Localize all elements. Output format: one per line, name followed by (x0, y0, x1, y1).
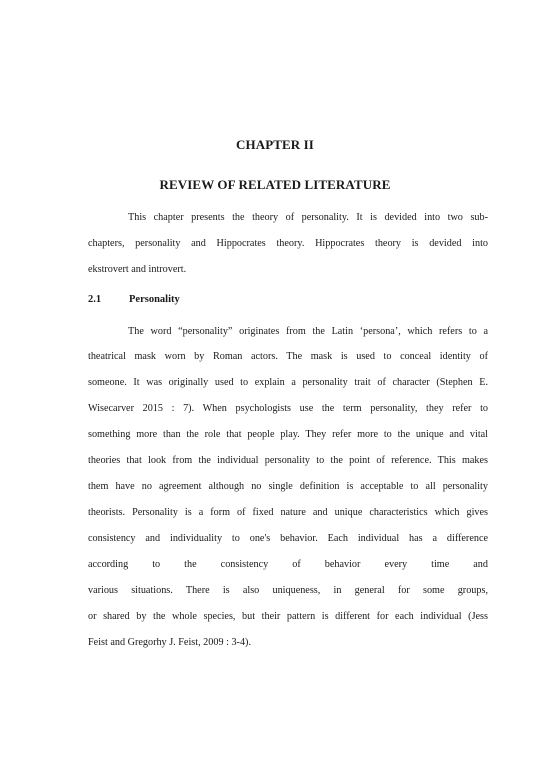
body-line-1: The word “personality” originates from the Latin ‘persona’, which refers to a (128, 326, 488, 337)
body-line-4: Wisecarver 2015 : 7). When psychologists use the term personality, they refer to (88, 403, 488, 414)
intro-line-2: chapters, personality and Hippocrates theory. Hippocrates theory is devided into (88, 238, 488, 249)
chapter-title: REVIEW OF RELATED LITERATURE (159, 177, 391, 192)
body-line-3: someone. It was originally used to explain a personality trait of character (Stephen E. (88, 377, 488, 388)
section-heading (88, 294, 180, 305)
body-line-2: theatrical mask worn by Roman actors. The mask is used to conceal identity of (88, 351, 488, 362)
chapter-number: CHAPTER II (236, 137, 314, 152)
body-line-5: something more than the role that people play. They refer more to the unique and vital (88, 429, 488, 440)
body-line-7: them have no agreement although no single definition is acceptable to all personality (88, 481, 488, 492)
intro-line-1: This chapter presents the theory of personality. It is devided into two sub- (128, 212, 488, 223)
body-line-12: or shared by the whole species, but their pattern is different for each individual (Jess (88, 611, 488, 622)
body-line-13: Feist and Gregorhy J. Feist, 2009 : 3-4). (88, 637, 251, 648)
body-line-9: consistency and individuality to one's behavior. Each individual has a difference (88, 533, 488, 544)
intro-line-3: ekstrovert and introvert. (88, 264, 187, 275)
body-line-11: various situations. There is also uniqueness, in general for some groups, (88, 585, 488, 596)
section-number: 2.1 (88, 294, 102, 305)
body-line-8: theorists. Personality is a form of fixed nature and unique characteristics which gives (88, 507, 488, 518)
body-line-6: theories that look from the individual personality to the point of reference. This makes (88, 455, 488, 466)
body-line-10: according to the consistency of behavior every time and (88, 559, 488, 570)
section-title: Personality (129, 294, 180, 305)
